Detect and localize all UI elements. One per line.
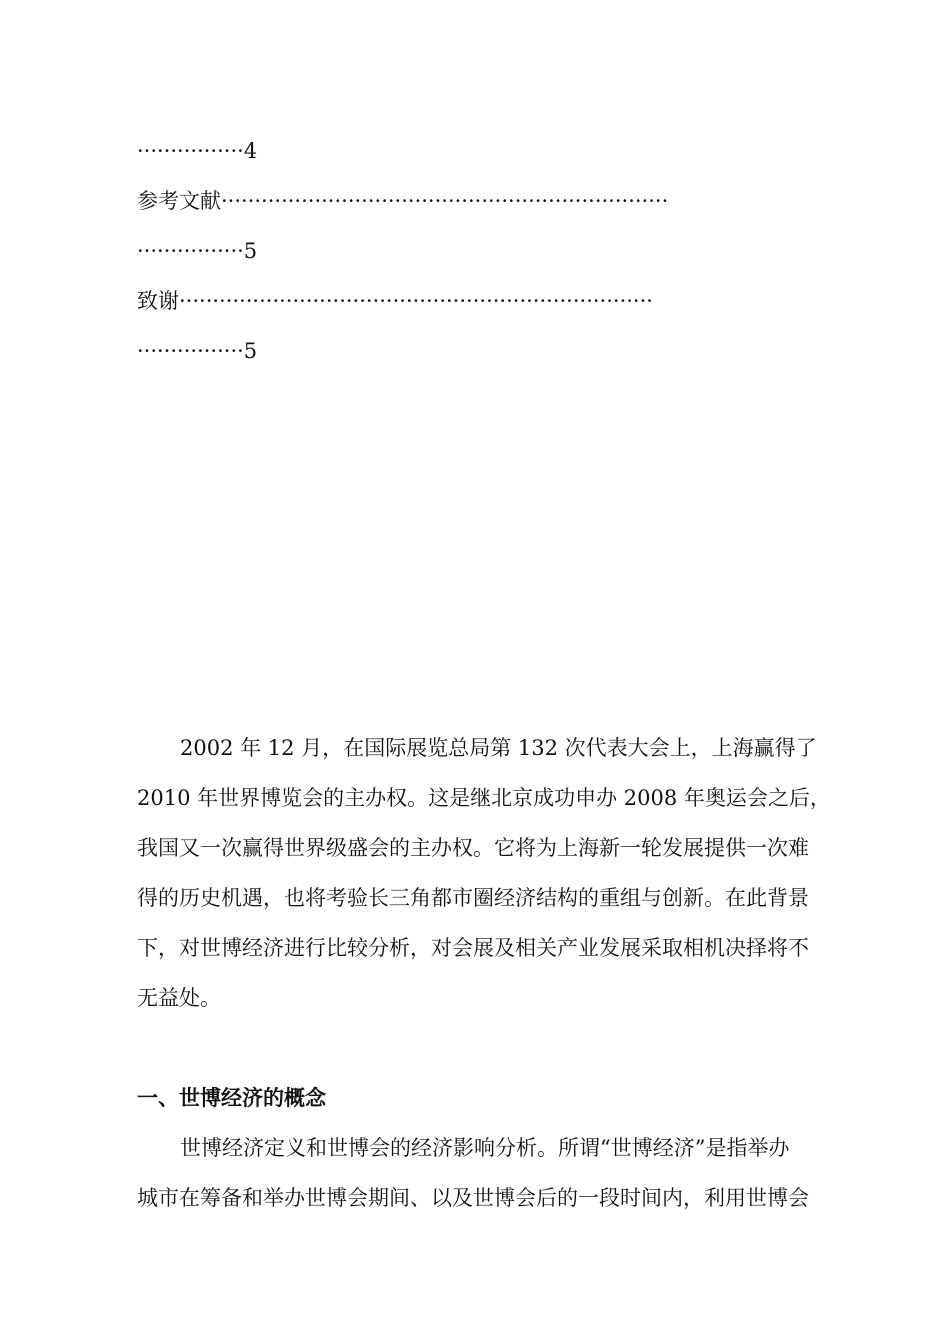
toc-entry-references-page xyxy=(137,236,860,266)
toc-dot-leader: ··································································· xyxy=(221,189,669,213)
intro-paragraph-line: 2002 年 12 月，在国际展览总局第 132 次代表大会上，上海赢得了 xyxy=(180,736,817,760)
toc-label-references: 参考文献 xyxy=(137,189,221,213)
toc-label-thanks: 致谢 xyxy=(137,289,179,313)
intro-paragraph-line: 得的历史机遇，也将考验长三角都市圈经济结构的重组与创新。在此背景 xyxy=(137,886,809,910)
intro-paragraph-line: 下，对世博经济进行比较分析，对会展及相关产业发展采取相机决择将不 xyxy=(137,936,809,960)
section-heading: 一、世博经济的概念 xyxy=(137,1085,326,1110)
intro-paragraph-line: 我国又一次赢得世界级盛会的主办权。它将为上海新一轮发展提供一次难 xyxy=(137,836,809,860)
toc-page-number-line: ················4 xyxy=(137,139,258,163)
toc-dot-leader: ······································································· xyxy=(179,289,653,313)
toc-entry-thanks xyxy=(137,286,860,316)
intro-paragraph-line: 无益处。 xyxy=(137,986,221,1010)
section-paragraph-line: 城市在筹备和举办世博会期间、以及世博会后的一段时间内，利用世博会 xyxy=(137,1186,809,1210)
toc-entry-thanks-page xyxy=(137,336,860,366)
toc-continuation-line xyxy=(137,136,860,166)
intro-paragraph-line: 2010 年世界博览会的主办权。这是继北京成功申办 2008 年奥运会之后， xyxy=(137,786,831,810)
toc-entry-references xyxy=(137,186,860,216)
toc-page-number-line: ················5 xyxy=(137,239,258,263)
section-paragraph-line: 世博经济定义和世博会的经济影响分析。所谓“世博经济”是指举办 xyxy=(180,1136,790,1160)
toc-page-number-line: ················5 xyxy=(137,339,258,363)
